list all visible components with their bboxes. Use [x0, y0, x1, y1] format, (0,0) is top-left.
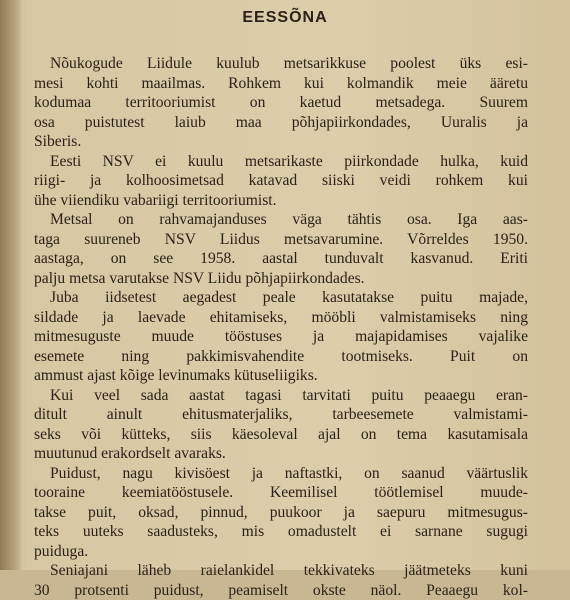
text-line: taga suureneb NSV Liidus metsavarumine. Võrreldes 1950. [34, 230, 528, 250]
text-line: palju metsa varutakse NSV Liidu põhjapiirkondades. [34, 269, 528, 289]
page-title: EESSÕNA [0, 9, 570, 27]
text-line: Kui veel sada aastat tagasi tarvitati puitu peaaegu eran- [34, 386, 528, 406]
text-line: Juba iidsetest aegadest peale kasutatakse puitu majade, [34, 288, 528, 308]
text-line: puiduga. [34, 542, 528, 562]
paragraph [34, 152, 528, 211]
paragraph [34, 210, 528, 288]
text-line: osa puistutest laiub maa põhjapiirkondades, Uuralis ja [34, 113, 528, 133]
text-line: ammust ajast kõige levinumaks kütuseliigiks. [34, 366, 528, 386]
text-line: ühe viiendiku vabariigi territooriumist. [34, 191, 528, 211]
text-line: Siberis. [34, 132, 528, 152]
text-line: Eesti NSV ei kuulu metsarikaste piirkondade hulka, kuid [34, 152, 528, 172]
text-line: esemete ning pakkimisvahendite tootmiseks. Puit on [34, 347, 528, 367]
text-line: Metsal on rahvamajanduses väga tähtis osa. Iga aas- [34, 210, 528, 230]
text-line: teks uuteks saadusteks, mis omadustelt ei sarnane sugugi [34, 522, 528, 542]
paragraph [34, 288, 528, 386]
paragraph [34, 464, 528, 562]
text-line: 30 protsenti puidust, peamiselt okste näol. Peaaegu kol- [34, 581, 528, 600]
paragraph [34, 561, 528, 600]
text-line: muutunud erakordselt avaraks. [34, 444, 528, 464]
text-line: Nõukogude Liidule kuulub metsarikkuse poolest üks esi- [34, 54, 528, 74]
page-body [34, 54, 528, 600]
text-line: seks või kütteks, siis käesoleval ajal on tema kasutamisala [34, 425, 528, 445]
paragraph [34, 386, 528, 464]
text-line: tooraine keemiatööstusele. Keemilisel töötlemisel muude- [34, 483, 528, 503]
text-line: takse puit, oksad, pinnud, puukoor ja saepuru mitmesugus- [34, 503, 528, 523]
text-line: riigi- ja kolhoosimetsad katavad siiski veidi rohkem kui [34, 171, 528, 191]
text-line: kodumaa territooriumist on kaetud metsadega. Suurem [34, 93, 528, 113]
text-line: mesi kohti maailmas. Rohkem kui kolmandik meie ääretu [34, 74, 528, 94]
text-line: mitmesuguste muude tööstuses ja majapidamises vajalike [34, 327, 528, 347]
paragraph [34, 54, 528, 152]
text-line: aastaga, on see 1958. aastal tunduvalt kasvanud. Eriti [34, 249, 528, 269]
page-gutter-shadow [0, 0, 22, 570]
text-line: ditult ainult ehitusmaterjaliks, tarbeesemete valmistami- [34, 405, 528, 425]
text-line: Puidust, nagu kivisöest ja naftastki, on saanud väärtuslik [34, 464, 528, 484]
text-line: Seniajani läheb raielankidel tekkivateks jäätmeteks kuni [34, 561, 528, 581]
text-line: sildade ja laevade ehitamiseks, mööbli valmistamiseks ning [34, 308, 528, 328]
